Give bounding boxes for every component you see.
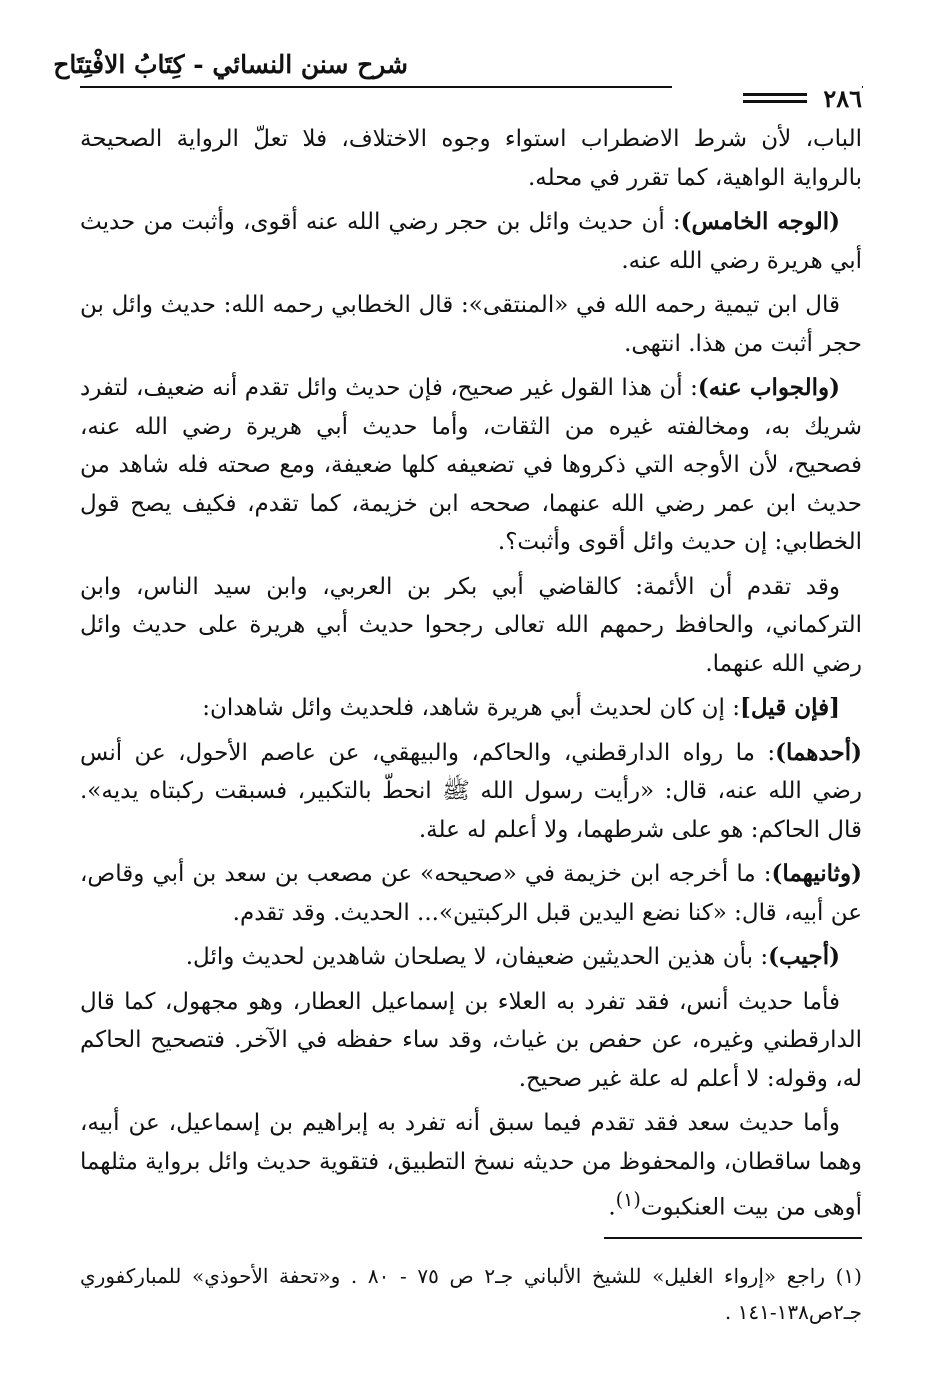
page-number-area: [672, 82, 862, 114]
paragraph-label: (الوجه الخامس): [680, 208, 840, 235]
paragraph: وأما حديث سعد فقد تقدم فيما سبق أنه تفرد به إبراهيم بن إسماعيل، عن أبيه، وهما ساقطان، والمحفوظ من حديثه نسخ التطبيق، فتقوية حديث وائل برواية مثلهما أوهى من بيت العنكبوت$^{(١)}$.: [80, 1110, 862, 1221]
paragraph: [فإن قيل]: إن كان لحديث أبي هريرة شاهد، فلحديث وائل شاهدان:: [202, 694, 840, 721]
footnote-rule: [604, 1237, 862, 1239]
paragraph: (والجواب عنه): أن هذا القول غير صحيح، فإن حديث وائل تقدم أنه ضعيف، لتفرد شريك به، ومخالفته غيره من الثقات، وأما حديث أبي هريرة رضي الله عنه، فصحيح، لأن الأوجه التي ذكروها في تضعيفه كلها ضعيفة، ومع صحته فله شاهد من حديث ابن عمر رضي الله عنهما، صححه ابن خزيمة، كما تقدم، فكيف يصح قول الخطابي: إن حديث وائل أقوى وأثبت؟.: [80, 374, 862, 555]
paragraph: (أجيب): بأن هذين الحديثين ضعيفان، لا يصلحان شاهدين لحديث وائل.: [185, 943, 840, 970]
paragraph-label: (أحدهما): [775, 738, 862, 766]
paragraph-label: [فإن قيل]: [739, 694, 840, 721]
paragraph: قال ابن تيمية رحمه الله في «المنتقى»: قال الخطابي رحمه الله: حديث وائل بن حجر أثبت من هذا. انتهى.: [80, 292, 862, 357]
paragraph-label: (والجواب عنه): [697, 374, 840, 401]
paragraph: (وثانيهما): ما أخرجه ابن خزيمة في «صحيحه» عن مصعب بن سعد بن أبي وقاص، عن أبيه، قال: «كنا نضع اليدين قبل الركبتين»... الحديث. وقد تقدم.: [80, 860, 862, 926]
paragraph: وقد تقدم أن الأئمة: كالقاضي أبي بكر بن العربي، وابن سيد الناس، وابن التركماني، والحافظ رحمهم الله تعالى رجحوا حديث أبي هريرة على حديث وائل رضي الله عنهما.: [80, 573, 862, 677]
paragraph-label: (أجيب): [768, 943, 840, 970]
page-number: ٢٨٦: [823, 83, 862, 113]
running-header-title: شرح سنن النسائي - كِتَابُ الافْتِتَاح: [53, 50, 408, 79]
main-text: [80, 120, 862, 1233]
paragraph: فأما حديث أنس، فقد تفرد به العلاء بن إسماعيل العطار، وهو مجهول، كما قال الدارقطني وغيره، عن حفص بن غياث، وقد ساء حفظه في الآخر. فتصحيح الحاكم له، وقوله: لا أعلم له علة غير صحيح.: [80, 988, 862, 1092]
page-number-double-rule: [743, 93, 807, 103]
paragraph: الباب، لأن شرط الاضطراب استواء وجوه الاختلاف، فلا تعلّ الرواية الصحيحة بالرواية الواهية، كما تقرر في محله.: [80, 126, 862, 191]
footnote-reference: (١): [615, 1188, 641, 1211]
paragraph-label: (وثانيهما): [771, 860, 862, 887]
paragraph: (أحدهما): ما رواه الدارقطني، والحاكم، والبيهقي، عن عاصم الأحول، عن أنس رضي الله عنه، قال: «رأيت رسول الله ﷺ انحطّ بالتكبير، فسبقت ركبتاه يديه». قال الحاكم: هو على شرطهما، ولا أعلم له علة.: [80, 738, 862, 843]
paragraph: (الوجه الخامس): أن حديث وائل بن حجر رضي الله عنه أقوى، وأثبت من حديث أبي هريرة رضي الله عنه.: [80, 208, 862, 274]
footnote: (١) راجع «إرواء الغليل» للشيخ الألباني جـ٢ ص ٧٥ - ٨٠ . و«تحفة الأحوذي» للمباركفوري جـ٢ص١٣٨-١٤١ .: [80, 1264, 862, 1324]
